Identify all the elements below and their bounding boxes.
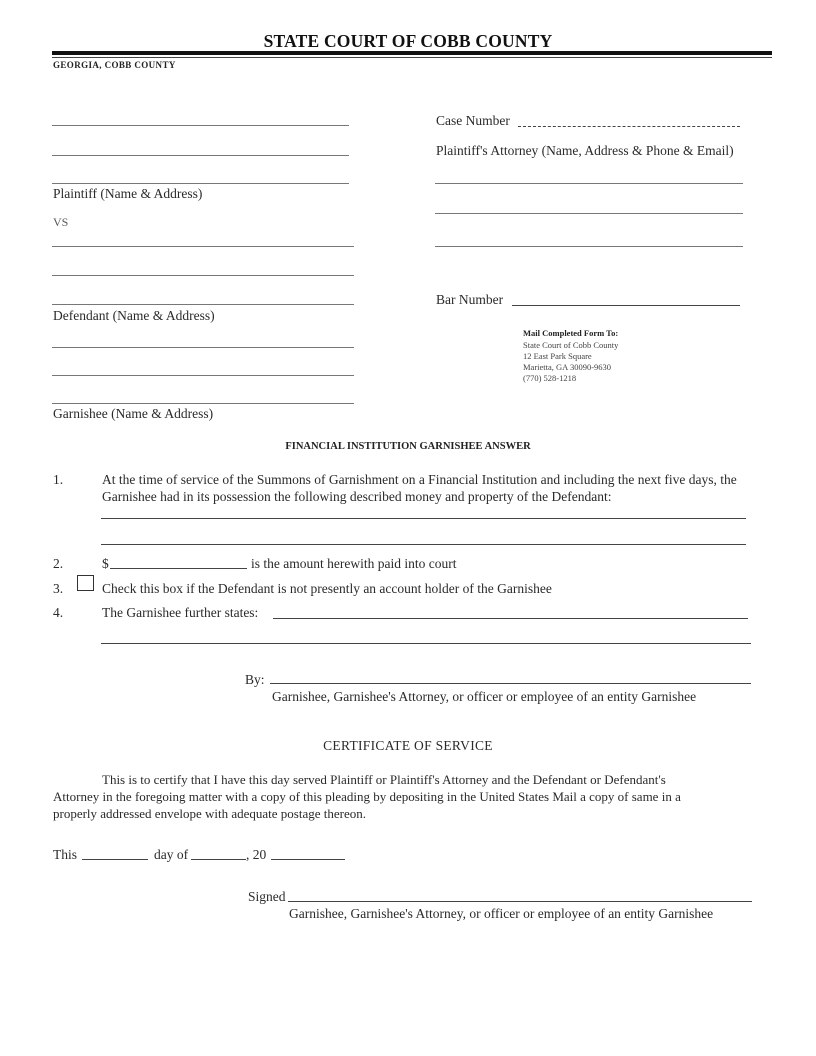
certificate-signature-line[interactable]	[288, 901, 752, 902]
month-field[interactable]	[191, 859, 246, 860]
certificate-signer-caption: Garnishee, Garnishee's Attorney, or officer or employee of an entity Garnishee	[289, 906, 714, 921]
mail-to-line: State Court of Cobb County	[523, 340, 619, 350]
item-4-number: 4.	[53, 605, 64, 620]
attorney-label: Plaintiff's Attorney (Name, Address & Phone & Email)	[436, 143, 734, 158]
plaintiff-line-2[interactable]	[52, 155, 349, 156]
page-title: STATE COURT OF COBB COUNTY	[263, 31, 553, 51]
garnishee-line-1[interactable]	[52, 347, 354, 348]
header-rule-thin	[52, 57, 772, 58]
property-description-line-2[interactable]	[101, 544, 746, 545]
item-3-number: 3.	[53, 581, 64, 596]
mail-to-line: 12 East Park Square	[523, 351, 592, 361]
plaintiff-line-1[interactable]	[52, 125, 349, 126]
defendant-label: Defendant (Name & Address)	[53, 308, 215, 323]
certificate-text-line-1: This is to certify that I have this day served Plaintiff or Plaintiff's Attorney and the Defendant or Defendant's	[102, 772, 666, 787]
attorney-line-3[interactable]	[435, 246, 743, 247]
defendant-line-2[interactable]	[52, 275, 354, 276]
item-1-text-line-1: At the time of service of the Summons of Garnishment on a Financial Institution and including the next five days, the	[102, 472, 737, 487]
certificate-text-line-3: properly addressed envelope with adequate postage thereon.	[53, 806, 366, 821]
item-2-text: is the amount herewith paid into court	[251, 556, 457, 571]
mail-to-line: Marietta, GA 30090-9630	[523, 362, 612, 372]
item-2-number: 2.	[53, 556, 64, 571]
by-signer-caption: Garnishee, Garnishee's Attorney, or officer or employee of an entity Garnishee	[272, 689, 697, 704]
jurisdiction-subtitle: GEORGIA, COBB COUNTY	[53, 60, 176, 70]
garnishee-line-3[interactable]	[52, 403, 354, 404]
day-of-label: day of	[154, 847, 189, 862]
dollar-sign: $	[102, 556, 109, 571]
plaintiff-line-3[interactable]	[52, 183, 349, 184]
versus-label: VS	[53, 215, 69, 229]
plaintiff-label: Plaintiff (Name & Address)	[53, 186, 203, 201]
mail-to-heading: Mail Completed Form To:	[523, 328, 619, 338]
item-3-text: Check this box if the Defendant is not presently an account holder of the Garnishee	[102, 581, 552, 596]
garnishee-label: Garnishee (Name & Address)	[53, 406, 214, 421]
item-4-text: The Garnishee further states:	[102, 605, 259, 620]
day-field[interactable]	[82, 859, 148, 860]
mail-to-line: (770) 528-1218	[523, 373, 577, 383]
bar-number-label: Bar Number	[436, 292, 504, 307]
case-number-label: Case Number	[436, 113, 510, 128]
attorney-line-2[interactable]	[435, 213, 743, 214]
amount-paid-field[interactable]	[110, 568, 247, 569]
by-label: By:	[245, 672, 265, 687]
certificate-text-line-2: Attorney in the foregoing matter with a copy of this pleading by depositing in the United States Mail a copy of same in a	[53, 789, 681, 804]
attorney-line-1[interactable]	[435, 183, 743, 184]
property-description-line-1[interactable]	[101, 518, 746, 519]
year-field[interactable]	[271, 859, 345, 860]
item-1-number: 1.	[53, 472, 64, 487]
defendant-line-3[interactable]	[52, 304, 354, 305]
year-prefix: , 20	[246, 847, 267, 862]
case-number-field[interactable]	[518, 126, 740, 127]
not-account-holder-checkbox[interactable]	[77, 575, 94, 591]
item-1-text-line-2: Garnishee had in its possession the following described money and property of the Defendant:	[102, 489, 612, 504]
further-states-line-2[interactable]	[101, 643, 751, 644]
defendant-line-1[interactable]	[52, 246, 354, 247]
bar-number-field[interactable]	[512, 305, 740, 306]
by-signature-line[interactable]	[270, 683, 751, 684]
garnishee-line-2[interactable]	[52, 375, 354, 376]
certificate-title: CERTIFICATE OF SERVICE	[323, 738, 493, 753]
answer-section-title: FINANCIAL INSTITUTION GARNISHEE ANSWER	[285, 441, 531, 452]
signed-label: Signed	[248, 889, 286, 904]
header-rule-thick	[52, 51, 772, 55]
this-label: This	[53, 847, 78, 862]
further-states-line-1[interactable]	[273, 618, 748, 619]
